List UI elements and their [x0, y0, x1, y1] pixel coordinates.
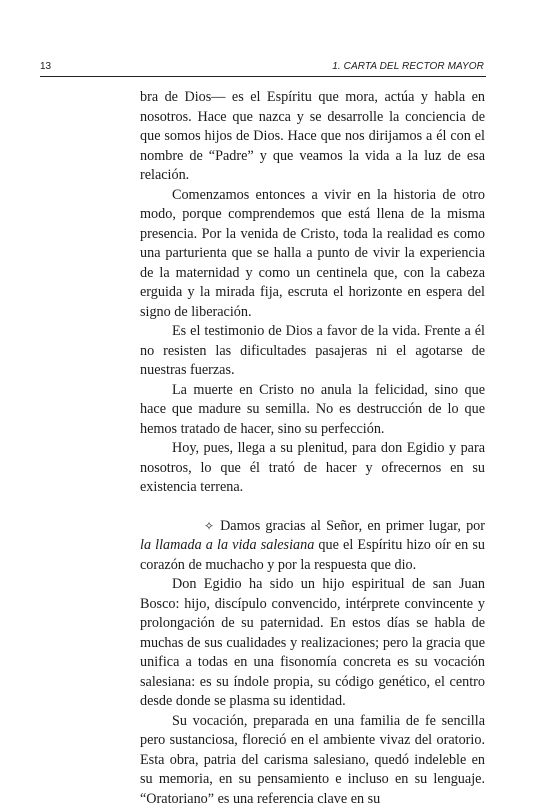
page-header — [40, 61, 484, 77]
paragraph: bra de Dios— es el Espíritu que mora, actúa y habla en nosotros. Hace que nazca y se desarrolle la conciencia de que somos hijos de Dios. Hace que nos dirijamos a él con el nombre de “Padre” y que veamos la vida a la luz de esa relación. — [140, 88, 485, 186]
paragraph: Don Egidio ha sido un hijo espiritual de san Juan Bosco: hijo, discípulo convencido, intérprete convincente y prolongación de su paternidad. En estos días se habla de muchas de sus cualidades y realizaciones; pero la gracia que unifica a todas en una fisonomía concreta es su vocación salesiana: es su índole propia, su código genético, el centro desde donde se plasma su identidad. — [140, 575, 485, 712]
header-rule — [40, 76, 486, 77]
emphasis-text: la llamada a la vida salesiana — [140, 537, 314, 553]
paragraph: Hoy, pues, llega a su plenitud, para don Egidio y para nosotros, lo que él trató de hacer y ofrecernos en su existencia terrena. — [140, 439, 485, 498]
page-number: 13 — [40, 61, 51, 72]
section-paragraph — [140, 517, 485, 576]
paragraph: Su vocación, preparada en una familia de fe sencilla pero sustanciosa, floreció en el ambiente vivaz del oratorio. Esta obra, patria del carisma salesiano, quedó indeleble en su memoria, en su pensamiento e incluso en su lenguaje. “Oratoriano” es una referencia clave en su — [140, 712, 485, 809]
paragraph-text: que el Espíritu hizo oír en su corazón de muchacho y por la respuesta que dio. — [140, 537, 485, 573]
paragraph: Es el testimonio de Dios a favor de la vida. Frente a él no resisten las dificultades pasajeras ni el agotarse de nuestras fuerzas. — [140, 322, 485, 381]
diamond-bullet-icon: ✧ — [172, 517, 214, 537]
paragraph-text: Damos gracias al Señor, en primer lugar, por — [220, 518, 485, 534]
body-text — [140, 88, 485, 809]
paragraph: La muerte en Cristo no anula la felicidad, sino que hace que madure su semilla. No es destrucción de lo que hemos tratado de hacer, sino su perfección. — [140, 381, 485, 440]
paragraph: Comenzamos entonces a vivir en la historia de otro modo, porque comprendemos que está llena de la misma presencia. Por la venida de Cristo, toda la realidad es como una parturienta que se halla a punto de vivir la experiencia de la maternidad y como un centinela que, con la cabeza erguida y la mirada fija, escruta el horizonte en espera del signo de liberación. — [140, 186, 485, 323]
running-head: 1. CARTA DEL RECTOR MAYOR — [332, 61, 484, 72]
